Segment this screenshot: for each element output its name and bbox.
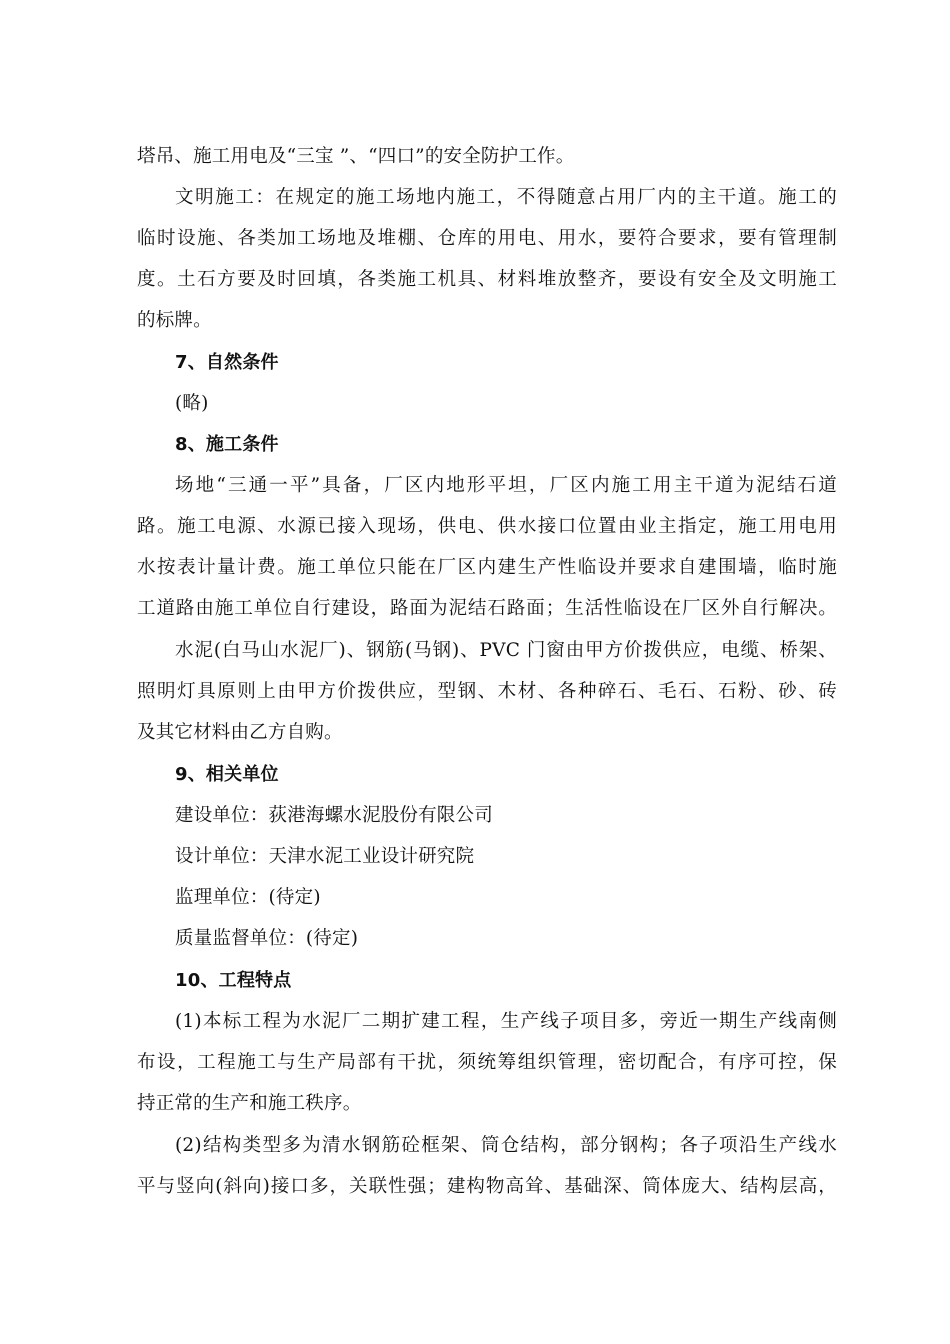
unit-design: 设计单位：天津水泥工业设计研究院	[175, 846, 475, 867]
paragraph-civilized-line-1: 文明施工：在规定的施工场地内施工，不得随意占用厂内的主干道。施工的	[175, 187, 837, 208]
section-7-content: (略)	[175, 393, 209, 414]
section-heading-7: 7、自然条件	[175, 352, 279, 373]
feature-1-line-2: 布设，工程施工与生产局部有干扰，须统筹组织管理，密切配合，有序可控，保	[137, 1052, 837, 1073]
paragraph-site-line-2: 路。施工电源、水源已接入现场，供电、供水接口位置由业主指定，施工用电用	[137, 516, 837, 537]
paragraph-materials-line-3: 及其它材料由乙方自购。	[137, 722, 343, 743]
paragraph-materials-line-2: 照明灯具原则上由甲方价拨供应，型钢、木材、各种碎石、毛石、石粉、砂、砖	[137, 681, 837, 702]
feature-1-line-1: (1)本标工程为水泥厂二期扩建工程，生产线子项目多，旁近一期生产线南侧	[175, 1011, 837, 1032]
paragraph-materials-line-1: 水泥(白马山水泥厂)、钢筋(马钢)、PVC 门窗由甲方价拨供应，电缆、桥架、	[175, 640, 837, 661]
paragraph-site-line-1: 场地“三通一平”具备，厂区内地形平坦，厂区内施工用主干道为泥结石道	[175, 475, 837, 496]
paragraph-civilized-line-4: 的标牌。	[137, 310, 212, 331]
feature-2-line-1: (2)结构类型多为清水钢筋砼框架、筒仓结构，部分钢构；各子项沿生产线水	[175, 1135, 837, 1156]
unit-construction: 建设单位：荻港海螺水泥股份有限公司	[175, 805, 493, 826]
section-heading-9: 9、相关单位	[175, 764, 279, 785]
unit-supervision: 监理单位：(待定)	[175, 887, 321, 908]
paragraph-site-line-4: 工道路由施工单位自行建设，路面为泥结石路面；生活性临设在厂区外自行解决。	[137, 598, 837, 619]
section-heading-10: 10、工程特点	[175, 970, 292, 991]
paragraph-civilized-line-2: 临时设施、各类加工场地及堆棚、仓库的用电、用水，要符合要求，要有管理制	[137, 228, 837, 249]
section-heading-8: 8、施工条件	[175, 434, 279, 455]
paragraph-safety-line-1: 塔吊、施工用电及“三宝 ”、“四口”的安全防护工作。	[137, 146, 575, 167]
unit-quality-supervision: 质量监督单位：(待定)	[175, 928, 359, 949]
feature-1-line-3: 持正常的生产和施工秩序。	[137, 1093, 362, 1114]
paragraph-civilized-line-3: 度。土石方要及时回填，各类施工机具、材料堆放整齐，要设有安全及文明施工	[137, 269, 837, 290]
feature-2-line-2: 平与竖向(斜向)接口多，关联性强；建构物高耸、基础深、筒体庞大、结构层高，	[137, 1176, 837, 1197]
paragraph-site-line-3: 水按表计量计费。施工单位只能在厂区内建生产性临设并要求自建围墙，临时施	[137, 557, 837, 578]
